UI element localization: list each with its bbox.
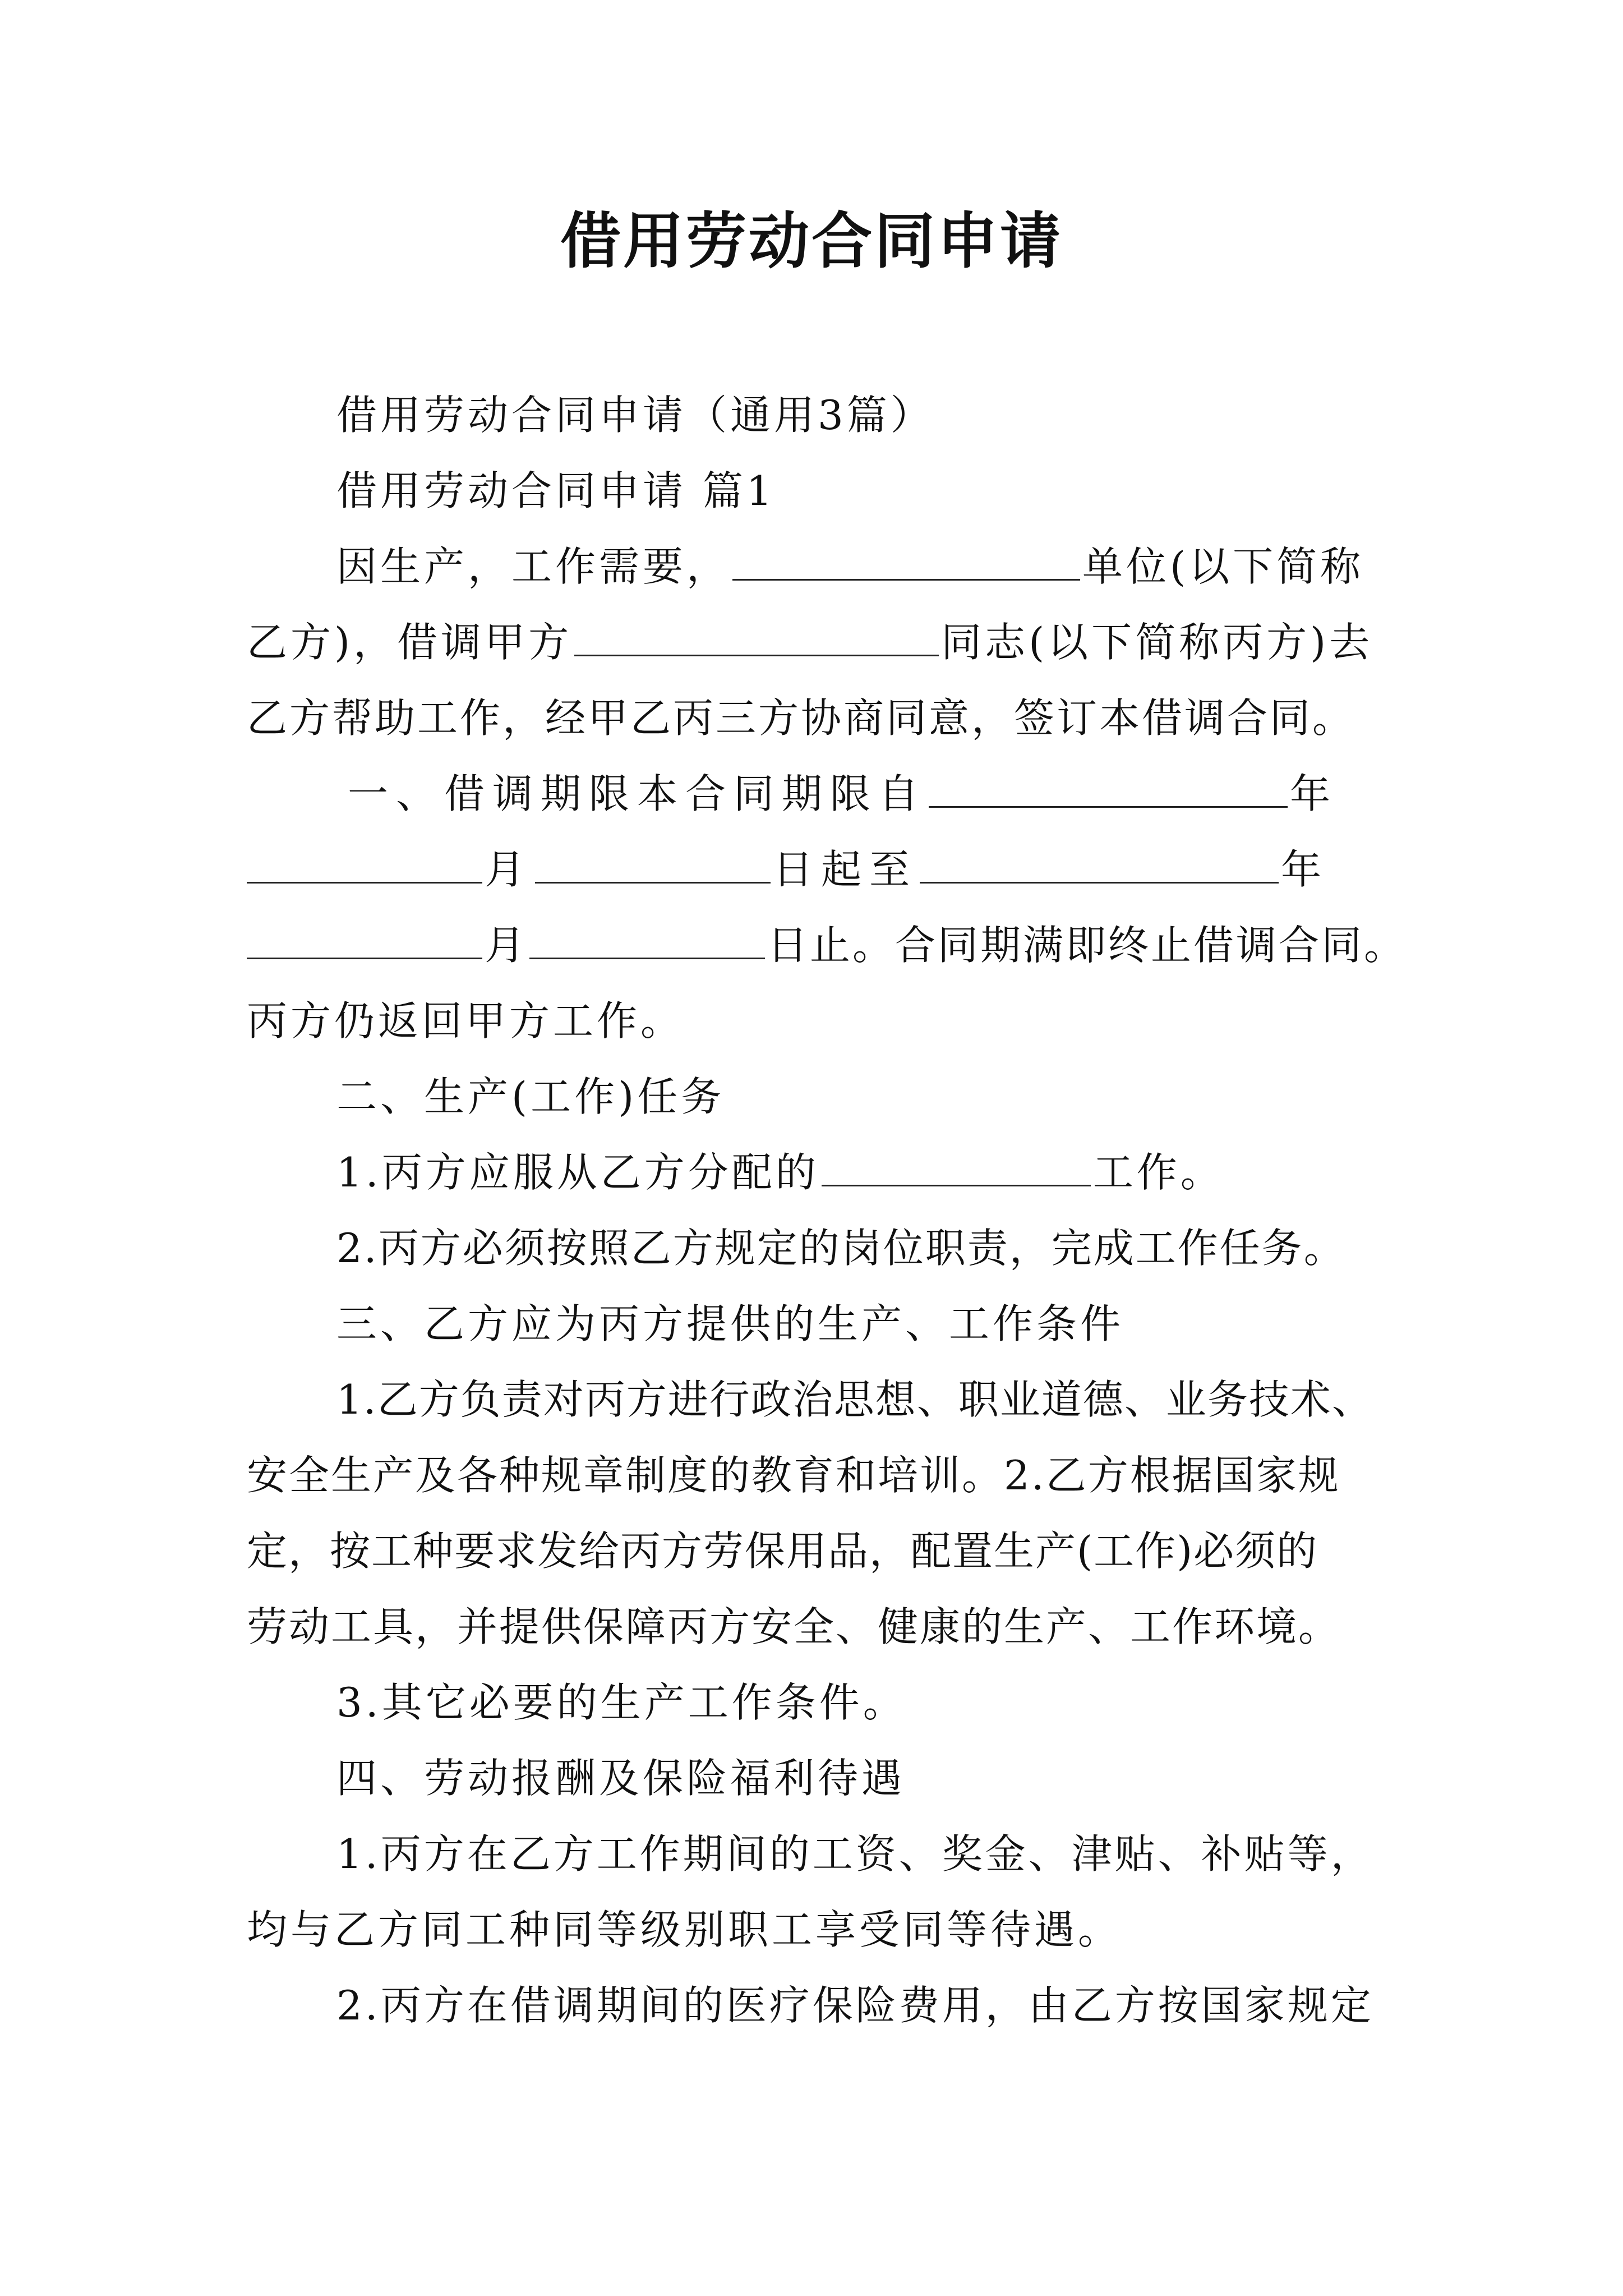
text-run: 年: [1281, 846, 1330, 893]
text-run: 一、借调期限本合同期限自: [348, 770, 927, 817]
paragraph-line: 1.丙方在乙方工作期间的工资、奖金、津贴、补贴等，: [336, 1830, 1374, 1878]
text-run: 同志(以下简称丙方)去: [941, 619, 1373, 666]
fill-blank: [929, 766, 1288, 808]
paragraph-line: 安全生产及各种规章制度的教育和培训。2.乙方根据国家规: [247, 1452, 1340, 1499]
paragraph-line: 乙方帮助工作，经甲乙丙三方协商同意，签订本借调合同。: [247, 694, 1355, 742]
fill-blank: [529, 917, 765, 959]
section-heading: 二、生产(工作)任务: [336, 1073, 725, 1120]
section-heading: 借用劳动合同申请 篇1: [336, 467, 776, 514]
text-run: 因生产，工作需要，: [336, 543, 731, 590]
paragraph-line: [247, 841, 1419, 898]
text-run: 单位(以下简称: [1082, 543, 1364, 590]
paragraph-line: [247, 614, 1419, 670]
paragraph-line: 丙方仍返回甲方工作。: [247, 997, 685, 1045]
fill-blank: [822, 1144, 1091, 1186]
text-run: 年: [1290, 770, 1339, 817]
section-heading: 三、乙方应为丙方提供的生产、工作条件: [336, 1300, 1124, 1347]
fill-blank: [574, 614, 939, 656]
paragraph-line: 1.乙方负责对丙方进行政治思想、职业道德、业务技术、: [336, 1376, 1373, 1423]
paragraph-line: 3.其它必要的生产工作条件。: [336, 1679, 907, 1726]
page-title: 借用劳动合同申请: [560, 206, 1063, 277]
paragraph-line: [336, 1144, 1419, 1200]
document-subtitle: 借用劳动合同申请（通用3篇）: [336, 392, 934, 439]
text-run: 乙方)，借调甲方: [247, 619, 573, 666]
section-heading: 四、劳动报酬及保险福利待遇: [336, 1755, 906, 1802]
paragraph-line: [336, 539, 1419, 595]
paragraph-line: 2.丙方必须按照乙方规定的岗位职责，完成工作任务。: [336, 1225, 1346, 1272]
fill-blank: [535, 841, 771, 884]
text-run: 月: [485, 922, 528, 969]
paragraph-line: [348, 766, 1430, 822]
paragraph-line: [247, 917, 1419, 973]
fill-blank: [920, 841, 1279, 884]
paragraph-line: 定，按工种要求发给丙方劳保用品，配置生产(工作)必须的: [247, 1527, 1318, 1575]
text-run: 工作。: [1092, 1149, 1224, 1196]
paragraph-line: 均与乙方同工种同等级别职工享受同等待遇。: [247, 1906, 1122, 1953]
paragraph-line: 2.丙方在借调期间的医疗保险费用，由乙方按国家规定: [336, 1982, 1374, 2029]
text-run: 日起至: [773, 846, 918, 893]
paragraph-line: 劳动工具，并提供保障丙方安全、健康的生产、工作环境。: [247, 1603, 1341, 1650]
fill-blank: [247, 917, 482, 959]
text-run: 月: [485, 846, 533, 893]
fill-blank: [732, 539, 1080, 581]
text-run: 1.丙方应服从乙方分配的: [336, 1149, 819, 1196]
fill-blank: [247, 841, 482, 884]
text-run: 日止。合同期满即终止借调合同。: [767, 922, 1407, 969]
